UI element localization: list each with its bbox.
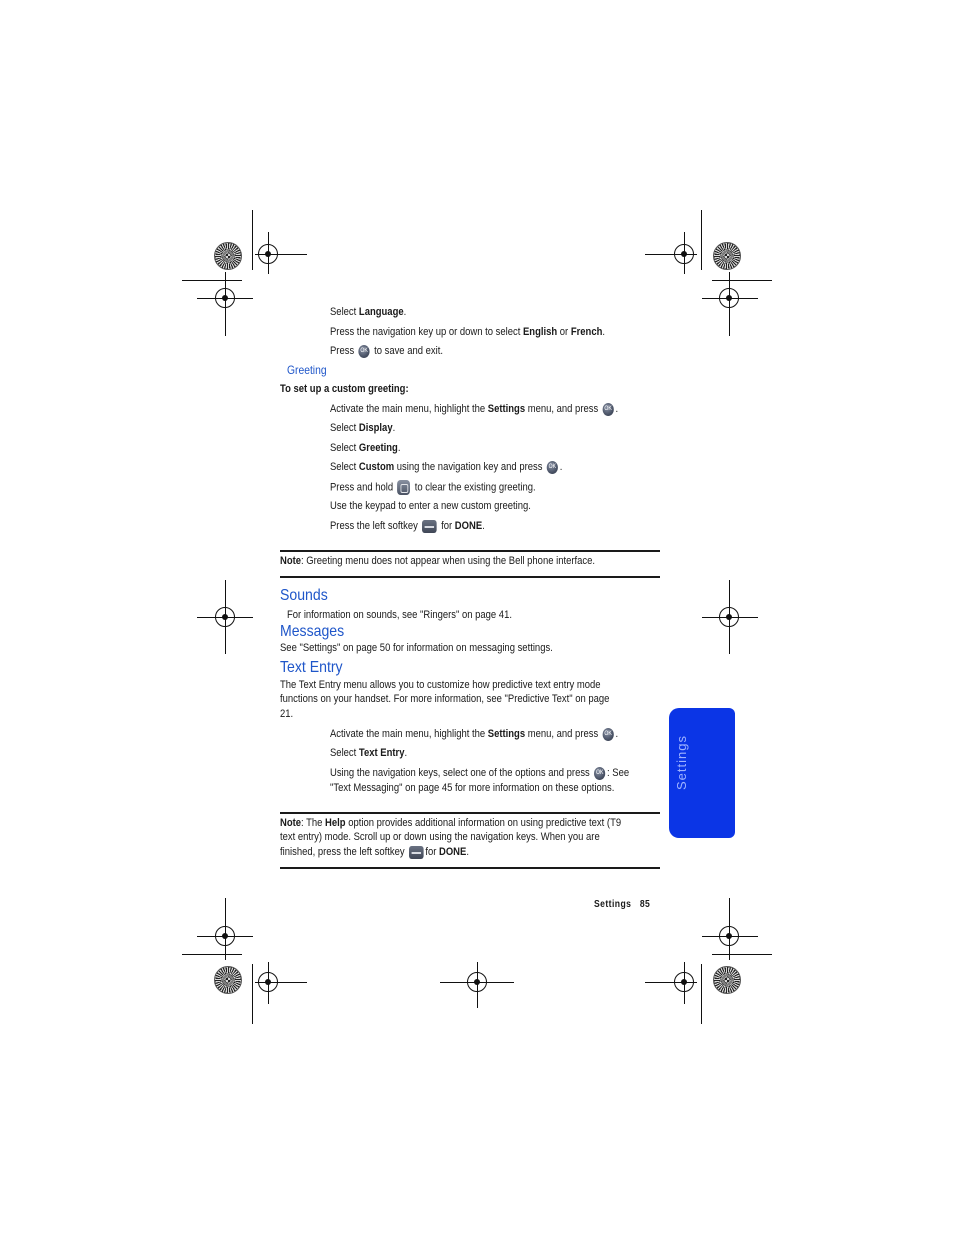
text-entry-para-line-3: 21. — [280, 708, 294, 720]
greeting-procedure-title: To set up a custom greeting: — [280, 383, 409, 395]
ok-key-icon: OK — [594, 767, 605, 780]
page-footer — [594, 898, 650, 912]
ok-key-icon: OK — [603, 728, 614, 741]
greeting-step-5: Press and hold to clear the existing greeting. — [330, 481, 536, 494]
greeting-step-2: Select Display. — [330, 422, 396, 434]
greeting-step-1: Activate the main menu, highlight the Settings menu, and press OK . — [330, 403, 619, 415]
language-step-3: Press OK to save and exit. — [330, 345, 443, 357]
footer-page-number: 85 — [639, 899, 651, 910]
text-entry-note-line-1: Note: The Help option provides additional information on using predictive text (T9 — [280, 817, 622, 829]
text-entry-note-line-3: finished, press the left softkey for DONE. — [280, 846, 469, 858]
greeting-note: Note: Greeting menu does not appear when using the Bell phone interface. — [280, 555, 596, 567]
text-entry-step-2: Select Text Entry. — [330, 747, 408, 759]
messages-text: See "Settings" on page 50 for information on messaging settings. — [280, 642, 553, 654]
greeting-step-7: Press the left softkey for DONE. — [330, 520, 485, 532]
text-entry-heading: Text Entry — [280, 659, 343, 676]
clear-key-icon — [397, 480, 410, 495]
ok-key-icon: OK — [547, 461, 558, 474]
language-step-1: Select Language. — [330, 306, 407, 318]
note-rule-bottom — [280, 576, 660, 578]
note-rule-top — [280, 812, 660, 814]
greeting-step-3: Select Greeting. — [330, 442, 401, 454]
text-entry-note-line-2: text entry) mode. Scroll up or down using the navigation keys. When you are — [280, 831, 600, 843]
text-entry-para-line-1: The Text Entry menu allows you to customize how predictive text entry mode — [280, 679, 601, 691]
text-entry-step-3: Using the navigation keys, select one of the options and press OK : See — [330, 767, 630, 779]
note-rule-bottom — [280, 867, 660, 869]
greeting-step-6: Use the keypad to enter a new custom greeting. — [330, 500, 531, 512]
left-softkey-icon — [409, 846, 424, 859]
messages-heading: Messages — [280, 623, 345, 640]
ok-key-icon: OK — [603, 403, 614, 416]
left-softkey-icon — [422, 520, 437, 533]
language-step-2: Press the navigation key up or down to select English or French. — [330, 326, 606, 338]
sounds-heading: Sounds — [280, 587, 328, 604]
greeting-step-4: Select Custom using the navigation key and press OK . — [330, 461, 563, 473]
text-entry-para-line-2: functions on your handset. For more information, see "Predictive Text" on page — [280, 693, 610, 705]
note-rule-top — [280, 550, 660, 552]
text-entry-step-3-line-2: "Text Messaging" on page 45 for more information on these options. — [330, 782, 615, 794]
text-entry-step-1: Activate the main menu, highlight the Settings menu, and press OK . — [330, 728, 619, 740]
footer-section: Settings — [594, 899, 632, 910]
ok-key-icon: OK — [359, 345, 370, 358]
greeting-subheading: Greeting — [287, 363, 327, 377]
sounds-text: For information on sounds, see "Ringers" on page 41. — [287, 609, 512, 621]
side-tab-label: Settings — [674, 735, 689, 790]
